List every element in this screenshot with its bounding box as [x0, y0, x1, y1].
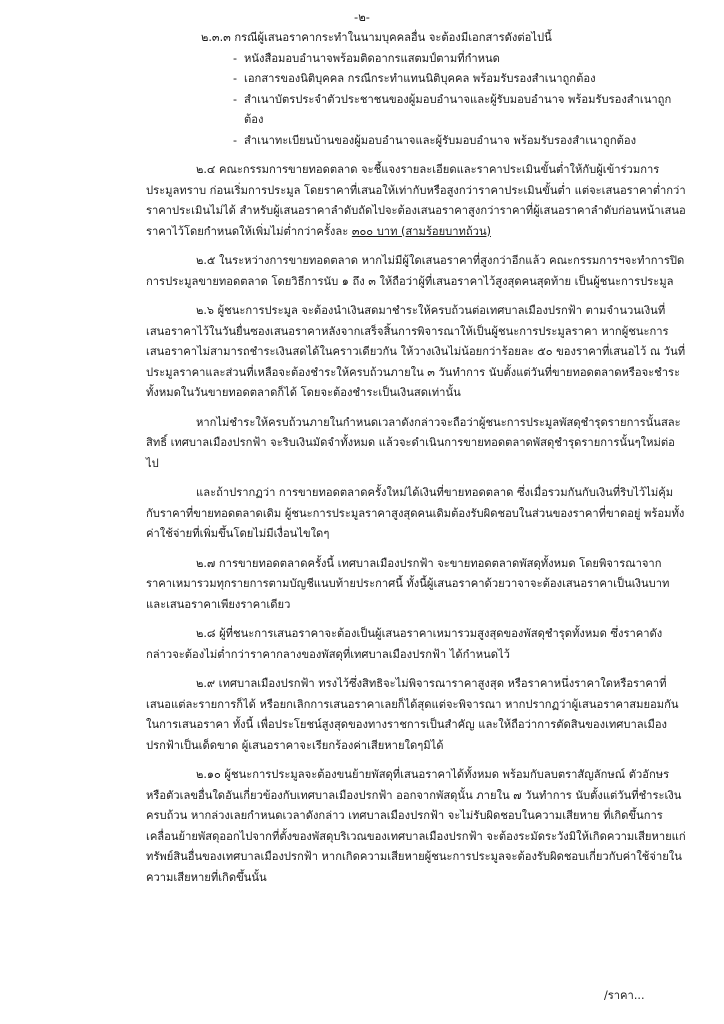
section-2-5: ๒.๕ ในระหว่างการขายทอดตลาด หากไม่มีผู้ใดเสนอราคาที่สูงกว่าอีกแล้ว คณะกรรมการฯจะทำการปิดการประมูลขายทอดตลาด โดยวิธีการนับ ๑ ถึง ๓ ให้ถือว่าผู้ที่เสนอราคาไว้สูงสุดคนสุดท้าย เป็นผู้ชนะการประมูล [146, 254, 685, 288]
continued-marker: /ราคา... [604, 989, 645, 1002]
page-number: -๒- [354, 10, 370, 24]
section-2-9: ๒.๙ เทศบาลเมืองปรกฟ้า ทรงไว้ซึ่งสิทธิจะไม่พิจารณาราคาสูงสุด หรือราคาหนึ่งราคาใดหรือราคาที่เสนอแต่ละรายการก็ได้ หรือยกเลิกการเสนอราคาเลยก็ได้สุดแต่จะพิจารณา หากปรากฏว่าผู้เสนอราคาสมยอมกันในการเสนอราคา ทั้งนี้ เพื่อประโยชน์สูงสุดของทางราชการเป็นสำคัญ และให้ถือว่าการตัดสินของเทศบาลเมืองปรกฟ้าเป็นเด็ดขาด ผู้เสนอราคาจะเรียกร้องค่าเสียหายใดๆมิได้ [146, 677, 679, 752]
section-2-3-3-heading: ๒.๓.๓ กรณีผู้เสนอราคากระทำในนามบุคคลอื่น จะต้องมีเอกสารดังต่อไปนี้ [201, 31, 552, 44]
section-2-4 [146, 160, 686, 242]
list-item: - สำเนาทะเบียนบ้านของผู้มอบอำนาจและผู้รับมอบอำนาจ พร้อมรับรองสำเนาถูกต้อง [233, 131, 686, 152]
document-body [146, 28, 686, 888]
section-2-4-text: ๒.๔ คณะกรรมการขายทอดตลาด จะชี้แจงรายละเอียดและราคาประเมินขั้นต่ำให้กับผู้เข้าร่วมการประมูลทราบ ก่อนเริ่มการประมูล โดยราคาที่เสนอให้เท่ากับหรือสูงกว่าราคาประเมินขั้นต่ำ แต่จะเสนอราคาต่ำกว่าราคาประเมินไม่ได้ สำหรับผู้เสนอราคาลำดับถัดไปจะต้องเสนอราคาสูงกว่าราคาที่ผู้เสนอราคาลำดับก่อนหน้าเสนอราคาไว้โดยกำหนดให้เพิ่มไม่ต่ำกว่าครั้งละ [146, 163, 686, 238]
document-list [146, 49, 686, 152]
list-item: - เอกสารของนิติบุคคล กรณีกระทำแทนนิติบุคคล พร้อมรับรองสำเนาถูกต้อง [233, 69, 686, 90]
paragraph-shortfall: และถ้าปรากฏว่า การขายทอดตลาดครั้งใหม่ได้เงินที่ขายทอดตลาด ซึ่งเมื่อรวมกันกับเงินที่ริบไว้ไม่คุ้มกับราคาที่ขายทอดตลาดเดิม ผู้ชนะการประมูลราคาสูงสุดคนเดิมต้องรับผิดชอบในส่วนของราคาที่ขาดอยู่ พร้อมทั้งค่าใช้จ่ายที่เพิ่มขึ้นโดยไม่มีเงื่อนไขใดๆ [146, 486, 685, 540]
list-item: - สำเนาบัตรประจำตัวประชาชนของผู้มอบอำนาจและผู้รับมอบอำนาจ พร้อมรับรองสำเนาถูกต้อง [233, 90, 686, 131]
section-2-8: ๒.๘ ผู้ที่ชนะการเสนอราคาจะต้องเป็นผู้เสนอราคาเหมารวมสูงสุดของพัสดุชำรุดทั้งหมด ซึ่งราคาดังกล่าวจะต้องไม่ต่ำกว่าราคากลางของพัสดุที่เทศบาลเมืองปรกฟ้า ได้กำหนดไว้ [146, 627, 663, 661]
section-2-6: ๒.๖ ผู้ชนะการประมูล จะต้องนำเงินสดมาชำระให้ครบถ้วนต่อเทศบาลเมืองปรกฟ้า ตามจำนวนเงินที่เสนอราคาไว้ในวันยื่นซองเสนอราคาหลังจากเสร็จสิ้นการพิจารณาให้เป็นผู้ชนะการประมูลราคา หากผู้ชนะการเสนอราคาไม่สามารถชำระเงินสดได้ในคราวเดียวกัน ให้วางเงินไม่น้อยกว่าร้อยละ ๕๐ ของราคาที่เสนอไว้ ณ วันที่ประมูลราคาและส่วนที่เหลือจะต้องชำระให้ครบถ้วนภายใน ๓ วันทำการ นับตั้งแต่วันที่ขายทอดตลาดหรือจะชำระทั้งหมดในวันขายทอดตลาดก็ได้ โดยจะต้องชำระเป็นเงินสดเท่านั้น [146, 304, 686, 399]
paragraph-default: หากไม่ชำระให้ครบถ้วนภายในกำหนดเวลาดังกล่าวจะถือว่าผู้ชนะการประมูลพัสดุชำรุดรายการนั้นสละสิทธิ์ เทศบาลเมืองปรกฟ้า จะริบเงินมัดจำทั้งหมด แล้วจะดำเนินการขายทอดตลาดพัสดุชำรุดรายการนั้นๆใหม่ต่อไป [146, 415, 681, 470]
section-2-4-amount: ๓๐๐ บาท (สามร้อยบาทถ้วน) [351, 224, 491, 238]
section-2-10: ๒.๑๐ ผู้ชนะการประมูลจะต้องขนย้ายพัสดุที่เสนอราคาได้ทั้งหมด พร้อมกับลบตราสัญลักษณ์ ตัวอักษร หรือตัวเลขอื่นใดอันเกี่ยวข้องกับเทศบาลเมืองปรกฟ้า ออกจากพัสดุนั้น ภายใน ๗ วันทำการ นับตั้งแต่วันที่ชำระเงินครบถ้วน หากล่วงเลยกำหนดเวลาดังกล่าว เทศบาลเมืองปรกฟ้า จะไม่รับผิดชอบในความเสียหาย ที่เกิดขึ้นการเคลื่อนย้ายพัสดุออกไปจากที่ตั้งของพัสดุบริเวณของเทศบาลเมืองปรกฟ้า จะต้องระมัดระวังมิให้เกิดความเสียหายแก่ทรัพย์สินอื่นของเทศบาลเมืองปรกฟ้า หากเกิดความเสียหายผู้ชนะการประมูลจะต้องรับผิดชอบเกี่ยวกับค่าใช้จ่ายในความเสียหายที่เกิดขึ้นนั้น [146, 768, 686, 884]
section-2-7: ๒.๗ การขายทอดตลาดครั้งนี้ เทศบาลเมืองปรกฟ้า จะขายทอดตลาดพัสดุทั้งหมด โดยพิจารณาจากราคาเหมารวมทุกรายการตามบัญชีแนบท้ายประกาศนี้ ทั้งนี้ผู้เสนอราคาด้วยวาจาจะต้องเสนอราคาเป็นเงินบาทและเสนอราคาเพียงราคาเดียว [146, 556, 670, 611]
list-item: - หนังสือมอบอำนาจพร้อมติดอากรแสตมป์ตามที่กำหนด [233, 49, 686, 70]
